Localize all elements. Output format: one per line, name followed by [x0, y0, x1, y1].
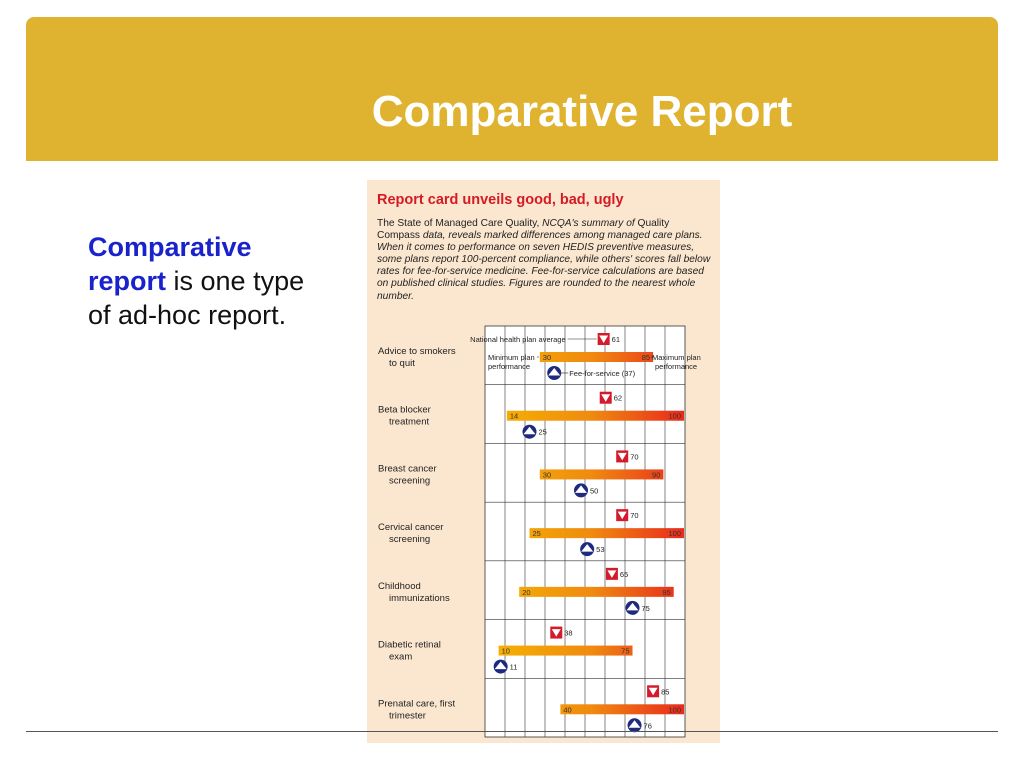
- fee-for-service-value: 53: [596, 545, 605, 555]
- category-label: Advice to smokers: [378, 346, 456, 357]
- range-chart: [367, 180, 720, 743]
- range-bar: [507, 411, 684, 421]
- min-value-label: 25: [532, 529, 541, 539]
- national-average-value: 62: [613, 393, 623, 403]
- national-average-value: 61: [611, 335, 621, 344]
- report-card-figure: [367, 180, 720, 743]
- figure-title: Report card unveils good, bad, ugly: [377, 192, 624, 208]
- footer-divider: [26, 731, 998, 732]
- category-label: exam: [389, 651, 413, 663]
- category-label: Childhood: [378, 580, 421, 592]
- category-label: Prenatal care, first: [378, 698, 456, 710]
- range-bar: [560, 704, 684, 714]
- max-plan-annotation-line1: Maximum plan: [652, 353, 701, 362]
- min-value-label: 30: [542, 470, 552, 480]
- min-value-label: 14: [509, 411, 519, 421]
- max-value-label: 100: [668, 705, 681, 715]
- max-value-label: 100: [668, 411, 681, 421]
- category-label: Beta blocker: [378, 404, 431, 416]
- desc-part-1: The State of Managed Care Quality,: [377, 218, 543, 229]
- range-bar: [540, 469, 664, 479]
- desc-part-4: data, reveals marked differences among managed care plans. When it comes to performance on seven HEDIS preventive measures, some plans report 100-percent compliance, while others' scores fall below rates for fee-for-service medicine. Fee-for-service calculations are based on published clinical studies. Figures are rounded to the nearest whole number.: [377, 230, 711, 302]
- fee-for-service-annotation: Fee-for-service (37): [569, 369, 636, 378]
- min-value-label: 30: [542, 353, 552, 362]
- min-plan-annotation-line2: performance: [488, 362, 531, 371]
- body-highlight: Comparative report: [88, 232, 252, 296]
- range-bar: [519, 587, 674, 597]
- category-label: trimester: [389, 710, 426, 722]
- max-plan-annotation-line2: performance: [655, 362, 698, 371]
- max-value-label: 85: [641, 353, 651, 362]
- fee-for-service-value: 11: [509, 662, 518, 672]
- national-average-value: 70: [630, 511, 639, 521]
- min-plan-annotation-line1: Minimum plan: [488, 353, 535, 362]
- min-value-label: 40: [563, 705, 572, 715]
- max-value-label: 90: [652, 470, 661, 480]
- category-label: Breast cancer: [378, 463, 437, 475]
- min-value-label: 20: [522, 587, 531, 597]
- fee-for-service-value: 76: [643, 721, 652, 731]
- desc-part-3: Quality Compass: [377, 218, 670, 242]
- title-bar: [26, 17, 998, 161]
- category-label: screening: [389, 534, 431, 546]
- min-value-label: 10: [501, 646, 510, 656]
- national-average-value: 70: [630, 452, 639, 462]
- national-average-value: 38: [564, 628, 573, 638]
- max-value-label: 95: [662, 587, 671, 597]
- body-text: [88, 230, 328, 332]
- desc-part-2: NCQA's summary of: [542, 218, 635, 229]
- range-bar: [499, 646, 633, 656]
- max-value-label: 100: [668, 529, 681, 539]
- max-value-label: 75: [621, 646, 630, 656]
- body-rest: is one type of ad-hoc report.: [88, 266, 305, 330]
- range-bar: [540, 352, 653, 362]
- category-label: Cervical cancer: [378, 522, 444, 534]
- national-average-annotation: National health plan average: [470, 335, 566, 344]
- category-label: immunizations: [389, 592, 450, 604]
- national-average-value: 85: [661, 687, 670, 697]
- category-label: Diabetic retinal: [378, 639, 441, 651]
- range-bar: [530, 528, 685, 538]
- national-average-value: 65: [619, 569, 629, 579]
- fee-for-service-value: 75: [641, 603, 650, 613]
- category-label: to quit: [389, 358, 415, 369]
- category-label: screening: [389, 475, 431, 487]
- slide-title: Comparative Report: [371, 87, 793, 136]
- fee-for-service-value: 50: [590, 486, 599, 496]
- category-label: treatment: [389, 416, 430, 428]
- fee-for-service-value: 25: [538, 427, 547, 437]
